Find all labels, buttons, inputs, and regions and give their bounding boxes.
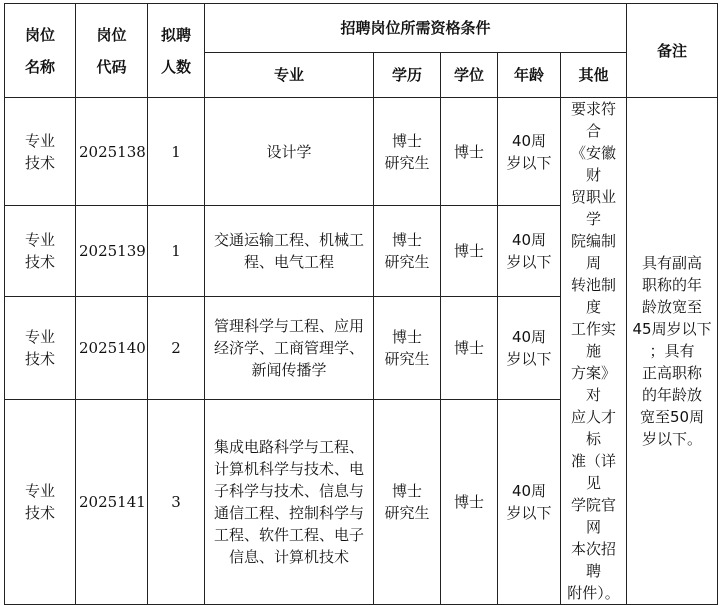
recruitment-table: [4, 3, 718, 605]
post-code-cell: 2025141: [76, 399, 148, 604]
hire-count-cell: 3: [148, 399, 205, 604]
age-cell: 40周 岁以下: [498, 98, 561, 206]
table-row: [5, 98, 718, 206]
post-code-cell: 2025140: [76, 297, 148, 400]
major-cell: 集成电路科学与工程、 计算机科学与技术、电 子科学与技术、信息与 通信工程、控制科学与 工程、软件工程、电子 信息、计算机技术: [205, 399, 374, 604]
age-cell: 40周 岁以下: [498, 297, 561, 400]
other-requirements-cell: 要求符合 《安徽财 贸职业学 院编制周 转池制度 工作实施 方案》对 应人才标 准（详见 学院官网 本次招聘 附件）。: [561, 98, 627, 605]
header-other: 其他: [561, 53, 627, 98]
header-major: 专业: [205, 53, 374, 98]
education-cell: 博士 研究生: [374, 206, 441, 297]
header-requirements: 招聘岗位所需资格条件: [205, 4, 627, 53]
header-remarks: 备注: [627, 4, 718, 98]
hire-count-cell: 1: [148, 206, 205, 297]
post-category-cell: 专业 技术: [5, 98, 76, 206]
remarks-cell: 具有副高 职称的年 龄放宽至 45周岁以下 ；具有 正高职称 的年龄放 宽至50周 岁以下。: [627, 98, 718, 605]
degree-cell: 博士: [441, 399, 498, 604]
degree-cell: 博士: [441, 98, 498, 206]
header-post-code: 岗位 代码: [76, 4, 148, 98]
major-cell: 交通运输工程、机械工 程、电气工程: [205, 206, 374, 297]
major-cell: 管理科学与工程、应用 经济学、工商管理学、 新闻传播学: [205, 297, 374, 400]
education-cell: 博士 研究生: [374, 98, 441, 206]
education-cell: 博士 研究生: [374, 297, 441, 400]
header-degree: 学位: [441, 53, 498, 98]
header-age: 年龄: [498, 53, 561, 98]
header-education: 学历: [374, 53, 441, 98]
post-code-cell: 2025139: [76, 206, 148, 297]
age-cell: 40周 岁以下: [498, 206, 561, 297]
header-hire-count: 拟聘 人数: [148, 4, 205, 98]
degree-cell: 博士: [441, 297, 498, 400]
hire-count-cell: 1: [148, 98, 205, 206]
education-cell: 博士 研究生: [374, 399, 441, 604]
degree-cell: 博士: [441, 206, 498, 297]
post-category-cell: 专业 技术: [5, 399, 76, 604]
hire-count-cell: 2: [148, 297, 205, 400]
header-post-category: 岗位 名称: [5, 4, 76, 98]
header-row-top: [5, 4, 718, 53]
post-category-cell: 专业 技术: [5, 297, 76, 400]
post-category-cell: 专业 技术: [5, 206, 76, 297]
post-code-cell: 2025138: [76, 98, 148, 206]
age-cell: 40周 岁以下: [498, 399, 561, 604]
major-cell: 设计学: [205, 98, 374, 206]
